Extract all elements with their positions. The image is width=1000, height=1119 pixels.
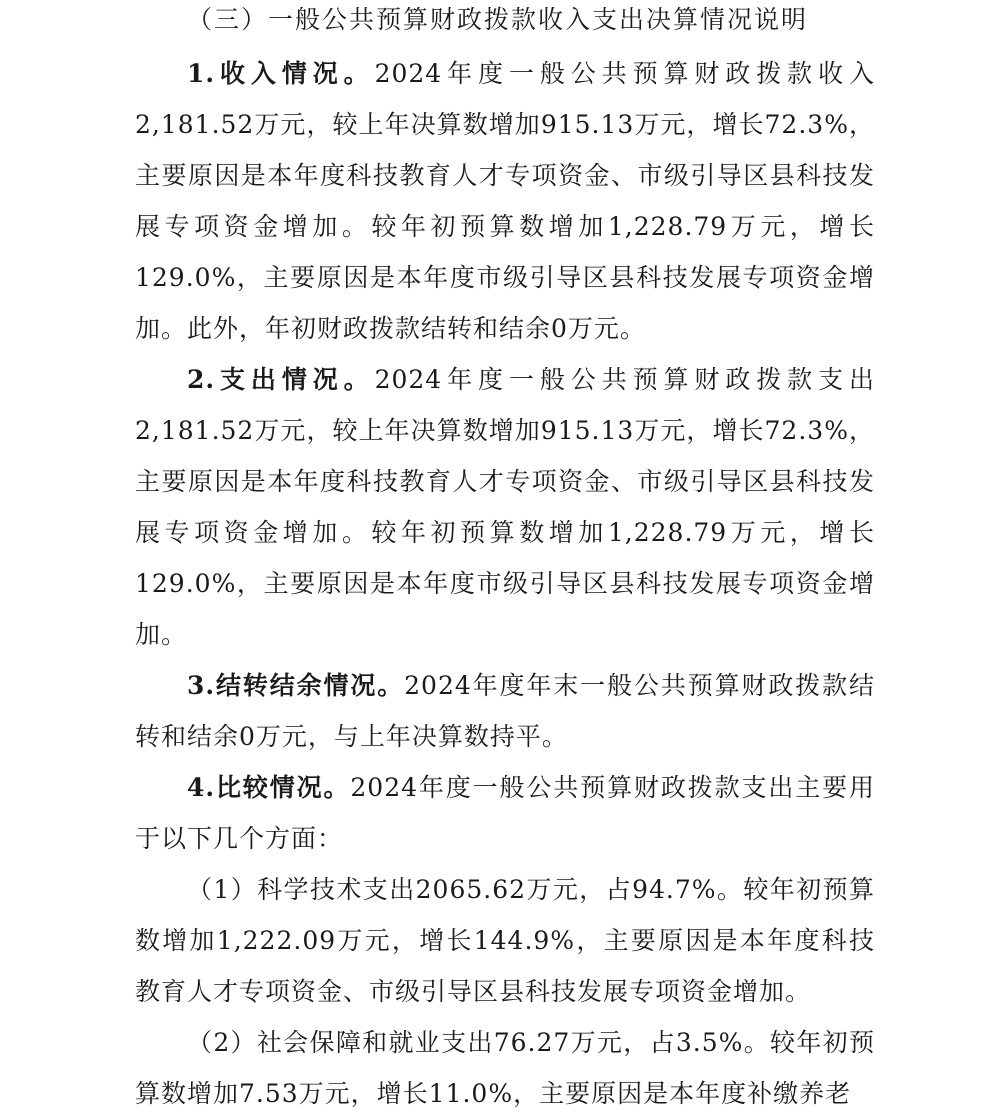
paragraph-lead: 2.支出情况。	[187, 365, 375, 394]
paragraph-body: 2024年度年末一般公共预算财政拨款结转和结余0万元，与上年决算数持平。	[135, 671, 875, 751]
paragraph-lead: 1.收入情况。	[187, 59, 375, 88]
paragraph-body: 2024年度一般公共预算财政拨款支出2,181.52万元，较上年决算数增加915.13万元，增长72.3%，主要原因是本年度科技教育人才专项资金、市级引导区县科技发展专项资金增加。较年初预算数增加1,228.79万元，增长129.0%，主要原因是本年度市级引导区县科技发展专项资金增加。	[135, 365, 876, 649]
paragraph-body: （2）社会保障和就业支出76.27万元，占3.5%。较年初预算数增加7.53万元，增长11.0%，主要原因是本年度补缴养老	[135, 1028, 875, 1108]
paragraph-body: 2024年度一般公共预算财政拨款收入2,181.52万元，较上年决算数增加915.13万元，增长72.3%，主要原因是本年度科技教育人才专项资金、市级引导区县科技发展专项资金增加。较年初预算数增加1,228.79万元，增长129.0%，主要原因是本年度市级引导区县科技发展专项资金增加。此外，年初财政拨款结转和结余0万元。	[135, 59, 876, 343]
paragraph-body: 2024年度一般公共预算财政拨款支出主要用于以下几个方面：	[135, 773, 875, 853]
paragraph-item-social-security	[135, 1017, 875, 1119]
paragraph-comparison	[135, 762, 875, 864]
paragraph-lead: 3.结转结余情况。	[187, 671, 405, 700]
paragraph-expenditure	[135, 354, 875, 660]
section-heading: （三）一般公共预算财政拨款收入支出决算情况说明	[187, 5, 809, 34]
paragraph-carryover	[135, 660, 875, 762]
paragraph-item-science	[135, 864, 875, 1017]
paragraph-income	[135, 48, 875, 354]
paragraph-body: （1）科学技术支出2065.62万元，占94.7%。较年初预算数增加1,222.09万元，增长144.9%，主要原因是本年度科技教育人才专项资金、市级引导区县科技发展专项资金增加。	[135, 875, 875, 1006]
paragraph-lead: 4.比较情况。	[187, 773, 351, 802]
document-page	[135, 0, 875, 1119]
